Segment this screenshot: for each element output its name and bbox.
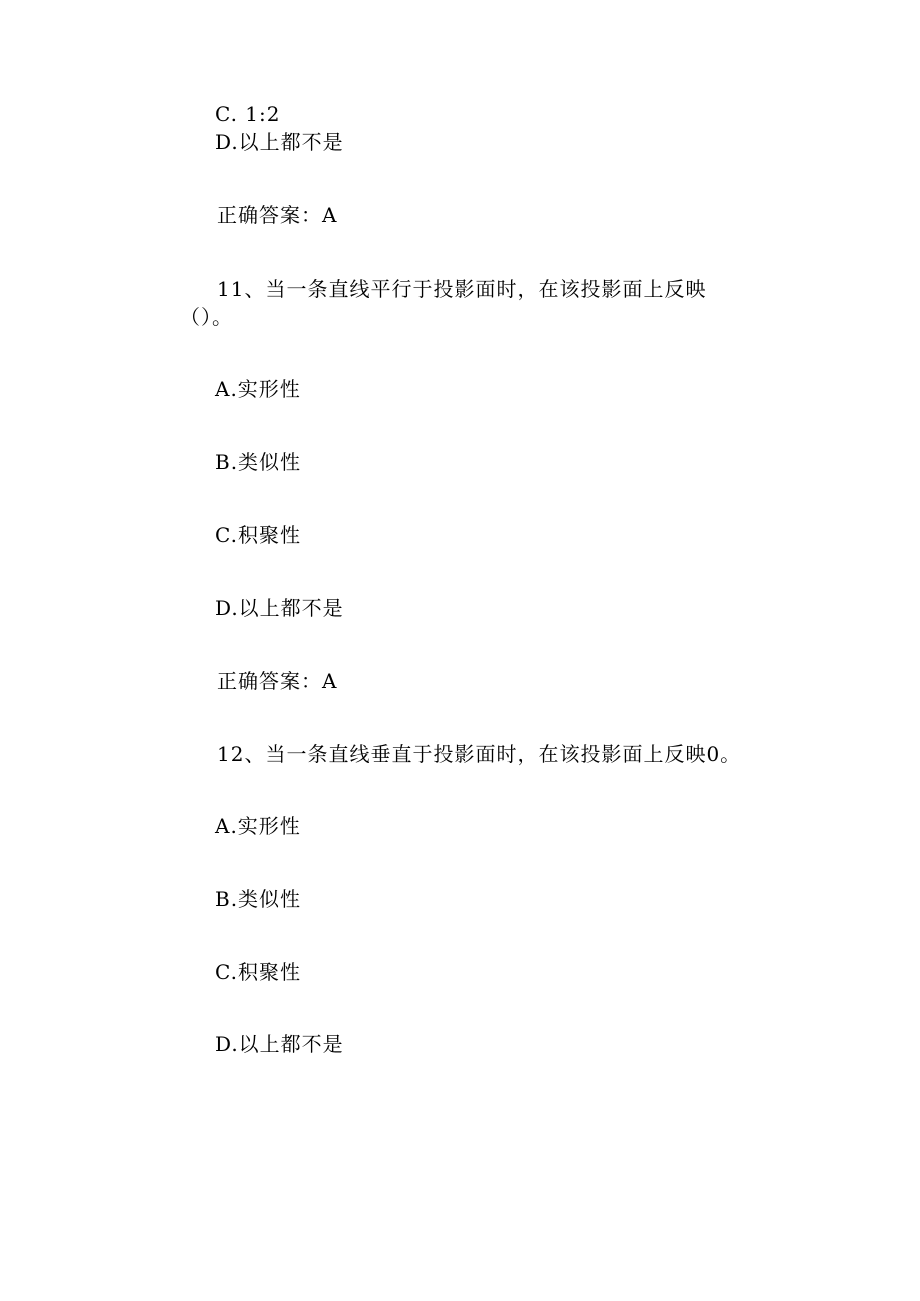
q12-option-c: C.积聚性 (215, 960, 301, 984)
prev-option-d: D.以上都不是 (215, 130, 344, 154)
q11-option-b: B.类似性 (215, 450, 302, 474)
prev-answer: 正确答案：A (217, 203, 338, 227)
q11-stem-line2: （）。 (180, 305, 233, 329)
q12-option-b: B.类似性 (215, 887, 302, 911)
q12-option-d: D.以上都不是 (215, 1032, 344, 1056)
prev-option-c: C. 1:2 (215, 102, 281, 126)
q12-option-a: A.实形性 (215, 814, 301, 838)
q11-option-d: D.以上都不是 (215, 596, 344, 620)
q12-stem: 12、当一条直线垂直于投影面时，在该投影面上反映0。 (217, 742, 742, 766)
q11-answer: 正确答案：A (217, 669, 338, 693)
q11-option-c: C.积聚性 (215, 523, 301, 547)
q11-option-a: A.实形性 (215, 377, 301, 401)
q11-stem-line1: 11、当一条直线平行于投影面时，在该投影面上反映 (217, 277, 707, 301)
